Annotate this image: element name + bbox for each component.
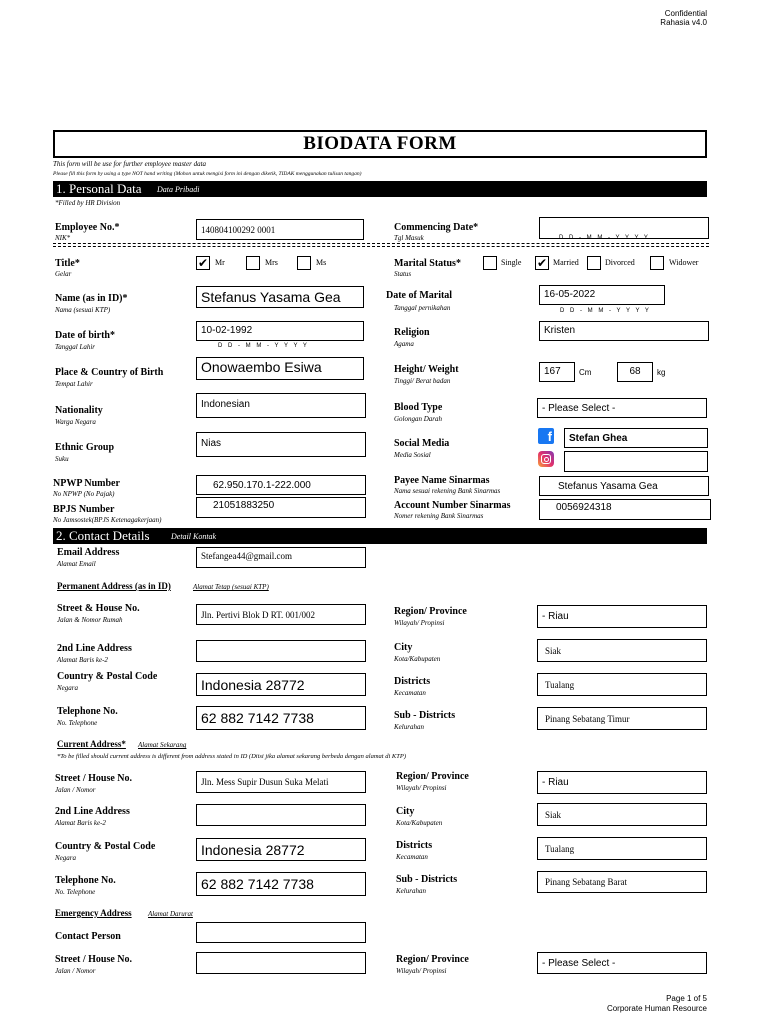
- religion-input[interactable]: Kristen: [539, 321, 709, 341]
- place-of-birth-sub: Tempat Lahir: [55, 380, 93, 388]
- bpjs-input[interactable]: 21051883250: [196, 497, 366, 518]
- contact-details-title: 2. Contact Details: [56, 528, 150, 543]
- dob-label: Date of birth*: [55, 330, 115, 341]
- employee-no-sub: NIK*: [55, 234, 71, 242]
- religion-label: Religion: [394, 327, 430, 338]
- marital-married-label: Married: [553, 258, 579, 267]
- perm-district-input[interactable]: Tualang: [537, 673, 707, 696]
- emerg-region-label: Region/ Province: [396, 954, 469, 965]
- place-of-birth-input[interactable]: Onowaembo Esiwa: [196, 357, 364, 380]
- curr-city-input[interactable]: Siak: [537, 803, 707, 826]
- email-sub: Alamat Email: [57, 560, 96, 568]
- title-mrs-label: Mrs: [265, 258, 278, 267]
- facebook-input[interactable]: Stefan Ghea: [564, 428, 708, 448]
- payee-input[interactable]: Stefanus Yasama Gea: [539, 476, 709, 496]
- date-of-marital-input[interactable]: 16-05-2022: [539, 285, 665, 305]
- current-address-note: *To be filled should current address is different from address stated in ID (Diisi jika alamat sekarang berbeda dengan alamat di KTP): [57, 753, 406, 760]
- npwp-label: NPWP Number: [53, 478, 120, 489]
- permanent-address-subheading: Alamat Tetap (sesuai KTP): [193, 583, 269, 591]
- npwp-sub: No NPWP (No Pajak): [53, 490, 115, 498]
- perm-country-label: Country & Postal Code: [57, 671, 158, 682]
- department-label: Corporate Human Resource: [606, 1004, 707, 1013]
- religion-sub: Agama: [394, 340, 414, 348]
- confidential-label: Confidential: [664, 9, 707, 18]
- weight-input[interactable]: 68: [617, 362, 653, 382]
- date-of-marital-label: Date of Marital: [386, 290, 453, 301]
- marital-widower-label: Widower: [669, 258, 699, 267]
- emerg-region-sub: Wilayah/ Propinsi: [396, 967, 447, 975]
- title-mrs-checkbox[interactable]: [246, 256, 260, 270]
- ethnic-label: Ethnic Group: [55, 442, 114, 453]
- current-address-subheading: Alamat Sekarang: [138, 741, 187, 749]
- curr-city-sub: Kota/Kabupaten: [396, 819, 443, 827]
- emerg-street-label: Street / House No.: [55, 954, 133, 965]
- employee-no-label: Employee No.*: [55, 222, 120, 233]
- hr-filled-note: *Filled by HR Division: [55, 199, 121, 207]
- personal-data-section-bar: [53, 181, 707, 197]
- blood-type-label: Blood Type: [394, 402, 443, 413]
- perm-street-sub: Jalan & Nomor Rumah: [57, 616, 123, 624]
- payee-sub: Nama sesuai rekening Bank Sinarmas: [394, 487, 501, 495]
- perm-subdistrict-label: Sub - Districts: [394, 710, 456, 721]
- current-address-heading: Current Address*: [57, 739, 126, 749]
- height-weight-sub: Tinggi/ Berat badan: [394, 377, 451, 385]
- npwp-input[interactable]: 62.950.170.1-222.000: [196, 475, 366, 495]
- perm-city-label: City: [394, 642, 413, 653]
- commencing-date-sub: Tgl Masuk: [394, 234, 424, 242]
- perm-district-sub: Kecamatan: [394, 689, 426, 697]
- title-mr-checkbox[interactable]: ✔: [197, 256, 209, 270]
- facebook-icon: f: [538, 428, 554, 444]
- employee-no-input[interactable]: 140804100292 0001: [196, 219, 364, 240]
- dashed-divider: [53, 243, 709, 247]
- perm-region-select[interactable]: - Riau: [537, 605, 707, 628]
- emerg-street-sub: Jalan / Nomor: [55, 967, 96, 975]
- curr-street-label: Street / House No.: [55, 773, 133, 784]
- contact-person-input[interactable]: [196, 922, 366, 943]
- emergency-address-heading: Emergency Address: [55, 908, 132, 918]
- perm-street-label: Street & House No.: [57, 603, 140, 614]
- account-input[interactable]: 0056924318: [539, 499, 711, 520]
- curr-region-select[interactable]: - Riau: [537, 771, 707, 794]
- dob-sub: Tanggal Lahir: [55, 343, 96, 351]
- perm-city-input[interactable]: Siak: [537, 639, 707, 662]
- height-weight-label: Height/ Weight: [394, 364, 459, 375]
- perm-country-sub: Negara: [57, 684, 78, 692]
- dob-input[interactable]: 10-02-1992: [196, 321, 364, 341]
- contact-person-label: Contact Person: [55, 931, 121, 942]
- contact-details-section-bar: [53, 528, 707, 544]
- form-title-box: [53, 130, 707, 158]
- blood-type-select[interactable]: - Please Select -: [537, 398, 707, 418]
- form-note-1: This form will be use for further employee master data: [53, 160, 207, 168]
- nationality-input[interactable]: Indonesian: [196, 393, 366, 418]
- account-label: Account Number Sinarmas: [394, 500, 511, 511]
- title-ms-label: Ms: [316, 258, 327, 267]
- perm-subdistrict-sub: Kelurahan: [394, 723, 424, 731]
- name-label: Name (as in ID)*: [55, 293, 128, 304]
- perm-district-label: Districts: [394, 676, 431, 687]
- emergency-address-subheading: Alamat Darurat: [148, 910, 193, 918]
- perm-country-input[interactable]: Indonesia 28772: [196, 673, 366, 696]
- curr-region-label: Region/ Province: [396, 771, 469, 782]
- marital-status-sub: Status: [394, 270, 412, 278]
- nationality-sub: Warga Negara: [55, 418, 96, 426]
- weight-unit: kg: [657, 368, 666, 377]
- social-media-label: Social Media: [394, 438, 450, 449]
- name-input[interactable]: Stefanus Yasama Gea: [196, 286, 364, 308]
- bpjs-sub: No Jamsostek(BPJS Ketenagakerjaan): [53, 516, 162, 524]
- curr-country-input[interactable]: Indonesia 28772: [196, 838, 366, 861]
- perm-subdistrict-input[interactable]: Pinang Sebatang Timur: [537, 707, 707, 730]
- curr-line2-sub: Alamat Baris ke-2: [55, 819, 106, 827]
- perm-line2-label: 2nd Line Address: [57, 643, 132, 654]
- curr-subdistrict-input[interactable]: Pinang Sebatang Barat: [537, 871, 707, 893]
- curr-region-sub: Wilayah/ Propinsi: [396, 784, 447, 792]
- name-sub: Nama (sesuai KTP): [55, 306, 111, 314]
- perm-region-label: Region/ Province: [394, 606, 467, 617]
- date-of-marital-hint: D D - M M - Y Y Y Y: [560, 308, 651, 314]
- emerg-street-input[interactable]: [196, 952, 366, 974]
- title-mr-label: Mr: [215, 258, 225, 267]
- marital-widower-checkbox[interactable]: [650, 256, 664, 270]
- perm-line2-sub: Alamat Baris ke-2: [57, 656, 108, 664]
- marital-status-label: Marital Status*: [394, 258, 461, 269]
- personal-data-title: 1. Personal Data: [56, 181, 142, 196]
- title-ms-checkbox[interactable]: [297, 256, 311, 270]
- commencing-date-hint: D D - M M - Y Y Y Y: [559, 235, 650, 241]
- social-media-sub: Media Sosial: [394, 451, 431, 459]
- email-input[interactable]: Stefangea44@gmail.com: [196, 547, 366, 568]
- marital-single-checkbox[interactable]: [483, 256, 497, 270]
- title-label: Title*: [55, 258, 80, 269]
- version-label: Rahasia v4.0: [660, 18, 707, 27]
- curr-city-label: City: [396, 806, 415, 817]
- curr-street-input[interactable]: Jln. Mess Supir Dusun Suka Melati: [196, 771, 366, 793]
- payee-label: Payee Name Sinarmas: [394, 475, 490, 486]
- curr-district-input[interactable]: Tualang: [537, 837, 707, 860]
- curr-district-sub: Kecamatan: [396, 853, 428, 861]
- account-sub: Nomer rekening Bank Sinarmas: [394, 512, 484, 520]
- curr-subdistrict-sub: Kelurahan: [396, 887, 426, 895]
- perm-city-sub: Kota/Kabupaten: [394, 655, 441, 663]
- curr-phone-input[interactable]: 62 882 7142 7738: [196, 872, 366, 896]
- curr-country-sub: Negara: [55, 854, 76, 862]
- bpjs-label: BPJS Number: [53, 504, 115, 515]
- dob-hint: D D - M M - Y Y Y Y: [218, 343, 309, 349]
- curr-street-sub: Jalan / Nomor: [55, 786, 96, 794]
- personal-data-subtitle: Data Pribadi: [157, 185, 200, 194]
- perm-phone-label: Telephone No.: [57, 706, 118, 717]
- blood-type-sub: Golongan Darah: [394, 415, 443, 423]
- form-note-2: Please fill this form by using a type NOT hand writing (Mohon untuk mengisi form ini dengan diketik, TIDAK menggunakan tulisan tangan): [53, 171, 362, 177]
- height-unit: Cm: [579, 368, 592, 377]
- height-input[interactable]: 167: [539, 362, 575, 382]
- ethnic-input[interactable]: Nias: [196, 432, 366, 457]
- marital-married-checkbox[interactable]: ✔: [536, 256, 548, 270]
- perm-street-input[interactable]: Jln. Pertivi Blok D RT. 001/002: [196, 604, 366, 625]
- perm-phone-sub: No. Telephone: [57, 719, 98, 727]
- emerg-region-select[interactable]: - Please Select -: [537, 952, 707, 974]
- instagram-icon: [538, 451, 554, 467]
- curr-country-label: Country & Postal Code: [55, 841, 156, 852]
- email-label: Email Address: [57, 547, 120, 558]
- marital-divorced-checkbox[interactable]: [587, 256, 601, 270]
- contact-details-subtitle: Detail Kontak: [171, 532, 217, 541]
- page-number: Page 1 of 5: [666, 994, 707, 1003]
- permanent-address-heading: Permanent Address (as in ID): [57, 581, 171, 591]
- curr-phone-sub: No. Telephone: [55, 888, 96, 896]
- perm-region-sub: Wilayah/ Propinsi: [394, 619, 445, 627]
- curr-line2-label: 2nd Line Address: [55, 806, 130, 817]
- form-title: BIODATA FORM: [303, 133, 457, 154]
- instagram-input[interactable]: [564, 451, 708, 472]
- marital-single-label: Single: [501, 258, 522, 267]
- curr-phone-label: Telephone No.: [55, 875, 116, 886]
- ethnic-sub: Suku: [55, 455, 69, 463]
- curr-subdistrict-label: Sub - Districts: [396, 874, 458, 885]
- nationality-label: Nationality: [55, 405, 103, 416]
- perm-line2-input[interactable]: [196, 640, 366, 662]
- marital-divorced-label: Divorced: [605, 258, 635, 267]
- date-of-marital-sub: Tanggal pernikahan: [394, 304, 451, 312]
- title-sub: Gelar: [55, 270, 72, 278]
- place-of-birth-label: Place & Country of Birth: [55, 367, 164, 378]
- curr-line2-input[interactable]: [196, 804, 366, 826]
- curr-district-label: Districts: [396, 840, 433, 851]
- perm-phone-input[interactable]: 62 882 7142 7738: [196, 706, 366, 730]
- commencing-date-label: Commencing Date*: [394, 222, 479, 233]
